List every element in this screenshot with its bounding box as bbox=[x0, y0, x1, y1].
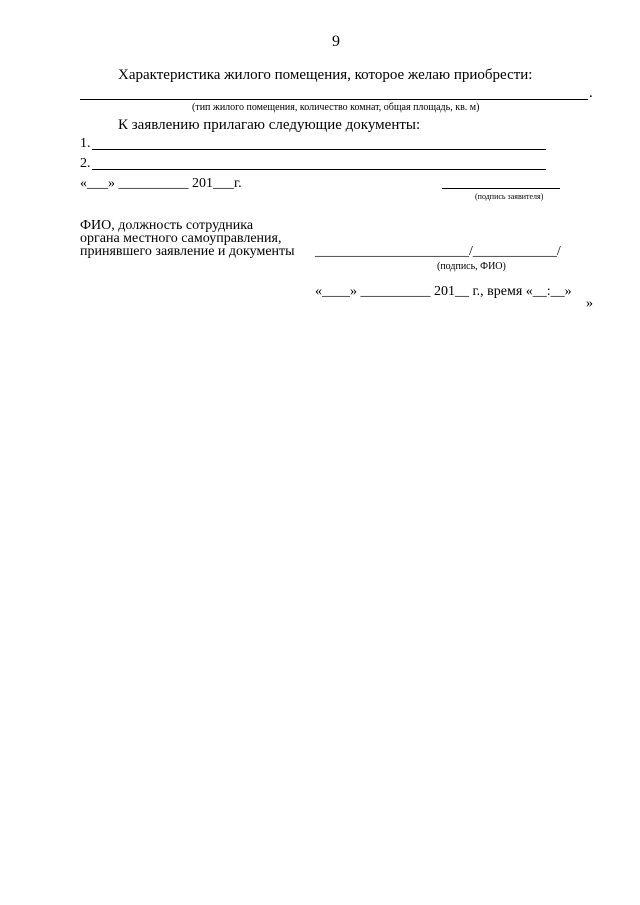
official-signature-caption: (подпись, ФИО) bbox=[437, 261, 506, 272]
official-date-time-tail: » bbox=[586, 296, 593, 311]
property-heading: Характеристика жилого помещения, которое желаю приобрести: bbox=[118, 67, 533, 83]
attachment-item-2-number: 2. bbox=[80, 156, 91, 171]
applicant-signature-line[interactable] bbox=[442, 188, 560, 189]
attachment-item-2-line[interactable] bbox=[92, 169, 546, 170]
property-input-line[interactable] bbox=[80, 99, 588, 100]
official-date-time-line[interactable]: «____» __________ 201__ г., время «__:__» bbox=[315, 284, 572, 299]
official-label-line-1: ФИО, должность сотрудника bbox=[80, 218, 254, 233]
official-label-line-2: органа местного самоуправления, bbox=[80, 231, 282, 246]
attachment-item-1-number: 1. bbox=[80, 136, 91, 151]
page-number: 9 bbox=[332, 33, 340, 50]
official-signature-line[interactable]: ______________________/____________/ bbox=[315, 244, 561, 259]
applicant-date-line[interactable]: «___» __________ 201___г. bbox=[80, 176, 242, 191]
property-line-end: . bbox=[589, 85, 593, 101]
applicant-signature-caption: (подпись заявителя) bbox=[475, 192, 544, 201]
attachment-item-1-line[interactable] bbox=[92, 149, 546, 150]
property-caption: (тип жилого помещения, количество комнат, общая площадь, кв. м) bbox=[192, 102, 480, 113]
attachments-heading: К заявлению прилагаю следующие документы: bbox=[118, 117, 421, 133]
official-label-line-3: принявшего заявление и документы bbox=[80, 244, 295, 259]
